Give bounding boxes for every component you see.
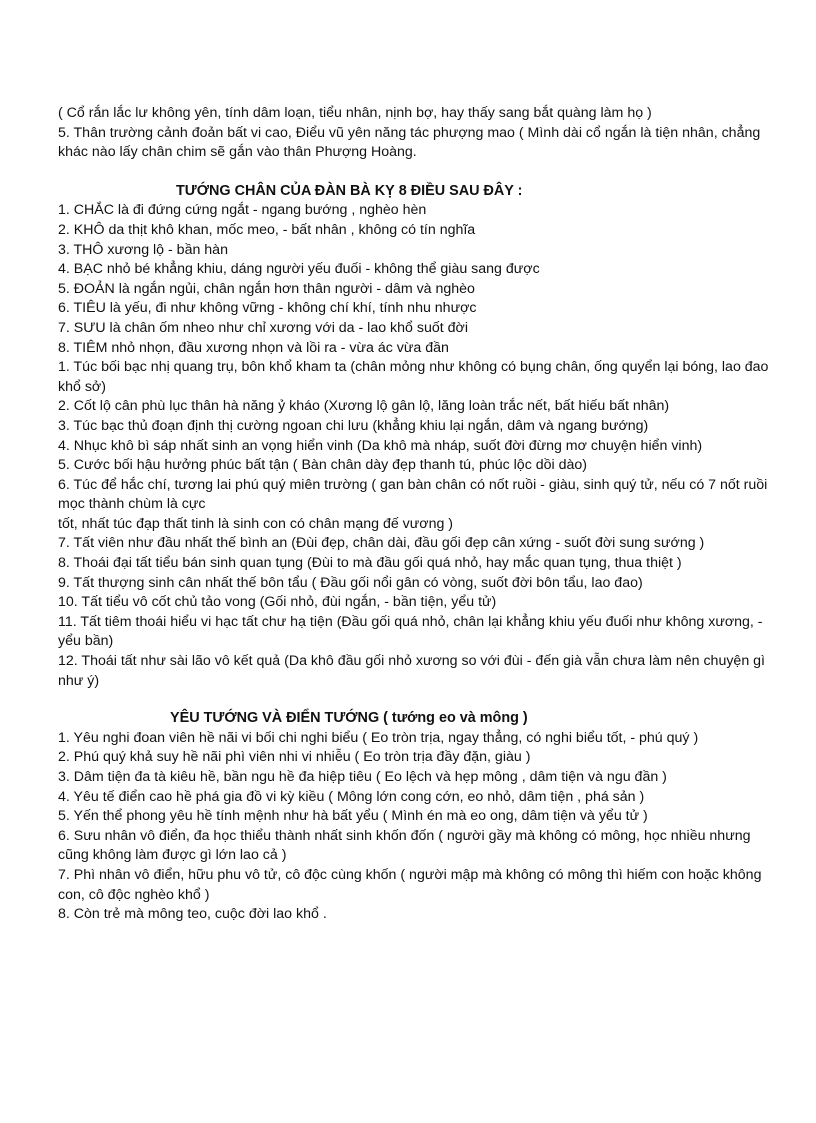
list-item: 6. Túc để hắc chí, tương lai phú quý miên trường ( gan bàn chân có nốt ruồi - giàu, sinh quý tử, nếu có 7 nốt ruồi mọc thành chùm là cực [58, 476, 768, 513]
list-item: 1. Yêu nghi đoan viên hề nãi vi bối chi nghi biểu ( Eo tròn trịa, ngay thẳng, có nghi biểu tốt, - phú quý ) [58, 729, 699, 746]
list-item: 2. Cốt lộ cân phù lục thân hà năng ỷ kháo (Xương lộ gân lộ, lăng loàn trắc nết, bất hiếu bất nhân) [58, 398, 670, 415]
intro-line: 5. Thân trường cảnh đoản bất vi cao, Điểu vũ yên năng tác phượng mao ( Mình dài cổ ngắn là tiện nhân, chẳng khác nào lấy chân chim sẽ gắn vào thân Phượng Hoàng. [58, 124, 761, 161]
list-item: 6. TIÊU là yếu, đi như không vững - không chí khí, tính nhu nhược [58, 300, 477, 317]
list-item: 5. ĐOẢN là ngắn ngủi, chân ngắn hơn thân người - dâm và nghèo [58, 280, 475, 297]
list-item: 3. Túc bạc thủ đoạn định thị cường ngoan chi lưu (khẳng khiu lại ngắn, dâm và ngang bướng) [58, 417, 649, 434]
intro-line: ( Cổ rắn lắc lư không yên, tính dâm loạn, tiểu nhân, nịnh bợ, hay thấy sang bắt quàng làm họ ) [58, 105, 652, 121]
list-item: 5. Cước bối hậu hưởng phúc bất tận ( Bàn chân dày đẹp thanh tú, phúc lộc dồi dào) [58, 457, 587, 474]
list-item: 3. Dâm tiện đa tà kiêu hề, bần ngu hề đa hiệp tiêu ( Eo lệch và hẹp mông , dâm tiện và ngu đần ) [58, 769, 667, 785]
list-item: 8. Còn trẻ mà mông teo, cuộc đời lao khổ . [58, 906, 327, 923]
list-item: 12. Thoái tất như sài lão vô kết quả (Da khô đầu gối nhỏ xương so với đùi - đến già vẫn chưa làm nên chuyện gì như ý) [58, 653, 765, 689]
list-item: 8. Thoái đại tất tiểu bán sinh quan tụng (Đùi to mà đầu gối quá nhỏ, hay mắc quan tụng, thua thiệt ) [58, 555, 682, 572]
section-heading: YÊU TƯỚNG VÀ ĐIỂN TƯỚNG ( tướng eo và mông ) [170, 710, 528, 727]
list-item: 8. TIÊM nhỏ nhọn, đầu xương nhọn và lồi ra - vừa ác vừa đần [58, 339, 449, 356]
section-body [58, 201, 770, 691]
list-item: 5. Yến thể phong yêu hề tính mệnh như hà bất yểu ( Mình én mà eo ong, dâm tiện và yểu tử ) [58, 808, 648, 825]
list-item: 6. Sưu nhân vô điển, đa học thiểu thành nhất sinh khốn đốn ( người gầy mà không có mông, học nhiều nhưng cũng không làm được gì lớn lao cả ) [58, 827, 751, 864]
list-item: 2. KHÔ da thịt khô khan, mốc meo, - bất nhân , không có tín nghĩa [58, 221, 476, 238]
list-item: 7. Phì nhân vô điển, hữu phu vô tử, cô độc cùng khốn ( người mập mà không có mông thì hiếm con hoặc không con, cô độc nghèo khổ ) [58, 866, 762, 903]
list-item: tốt, nhất túc đạp thất tinh là sinh con có chân mạng đế vương ) [58, 515, 454, 532]
list-item: 4. BẠC nhỏ bé khẳng khiu, dáng người yếu đuối - không thể giàu sang được [58, 261, 540, 278]
list-item: 2. Phú quý khả suy hề nãi phì viên nhi vi nhiễu ( Eo tròn trịa đầy đặn, giàu ) [58, 749, 531, 766]
section-heading: TƯỚNG CHÂN CỦA ĐÀN BÀ KỴ 8 ĐIỀU SAU ĐÂY : [176, 182, 523, 199]
list-item: 7. Tất viên như đầu nhất thế bình an (Đùi đẹp, chân dài, đầu gối đẹp cân xứng - suốt đời sung sướng ) [58, 535, 705, 552]
list-item: 3. THÔ xương lộ - bần hàn [58, 241, 228, 258]
list-item: 1. CHẮC là đi đứng cứng ngắt - ngang bướng , nghèo hèn [58, 202, 427, 219]
list-item: 11. Tất tiêm thoái hiểu vi hạc tất chư hạ tiện (Đầu gối quá nhỏ, chân lại khẳng khiu yếu đuối như không xương, - yểu bần) [58, 613, 763, 650]
list-item: 7. SƯU là chân ốm nheo như chỉ xương với da - lao khổ suốt đời [58, 319, 468, 336]
list-item: 10. Tất tiểu vô cốt chủ tảo vong (Gối nhỏ, đùi ngắn, - bần tiện, yểu tử) [58, 594, 497, 611]
document-page [58, 104, 770, 925]
list-item: 4. Nhục khô bì sáp nhất sinh an vọng hiển vinh (Da khô mà nháp, suốt đời đừng mơ chuyện hiển vinh) [58, 437, 703, 454]
list-item: 1. Túc bối bạc nhị quang trụ, bôn khổ kham ta (chân mỏng như không có bụng chân, ống quyển lại bóng, lao đao khổ sở) [58, 359, 769, 395]
list-item: 9. Tất thượng sinh cân nhất thế bôn tẩu ( Đầu gối nổi gân có vòng, suốt đời bôn tẩu, lao đao) [58, 574, 643, 591]
list-item: 4. Yêu tế điển cao hề phá gia đồ vi kỳ kiều ( Mông lớn cong cớn, eo nhỏ, dâm tiện , phá sản ) [58, 788, 645, 805]
section-body [58, 729, 770, 925]
